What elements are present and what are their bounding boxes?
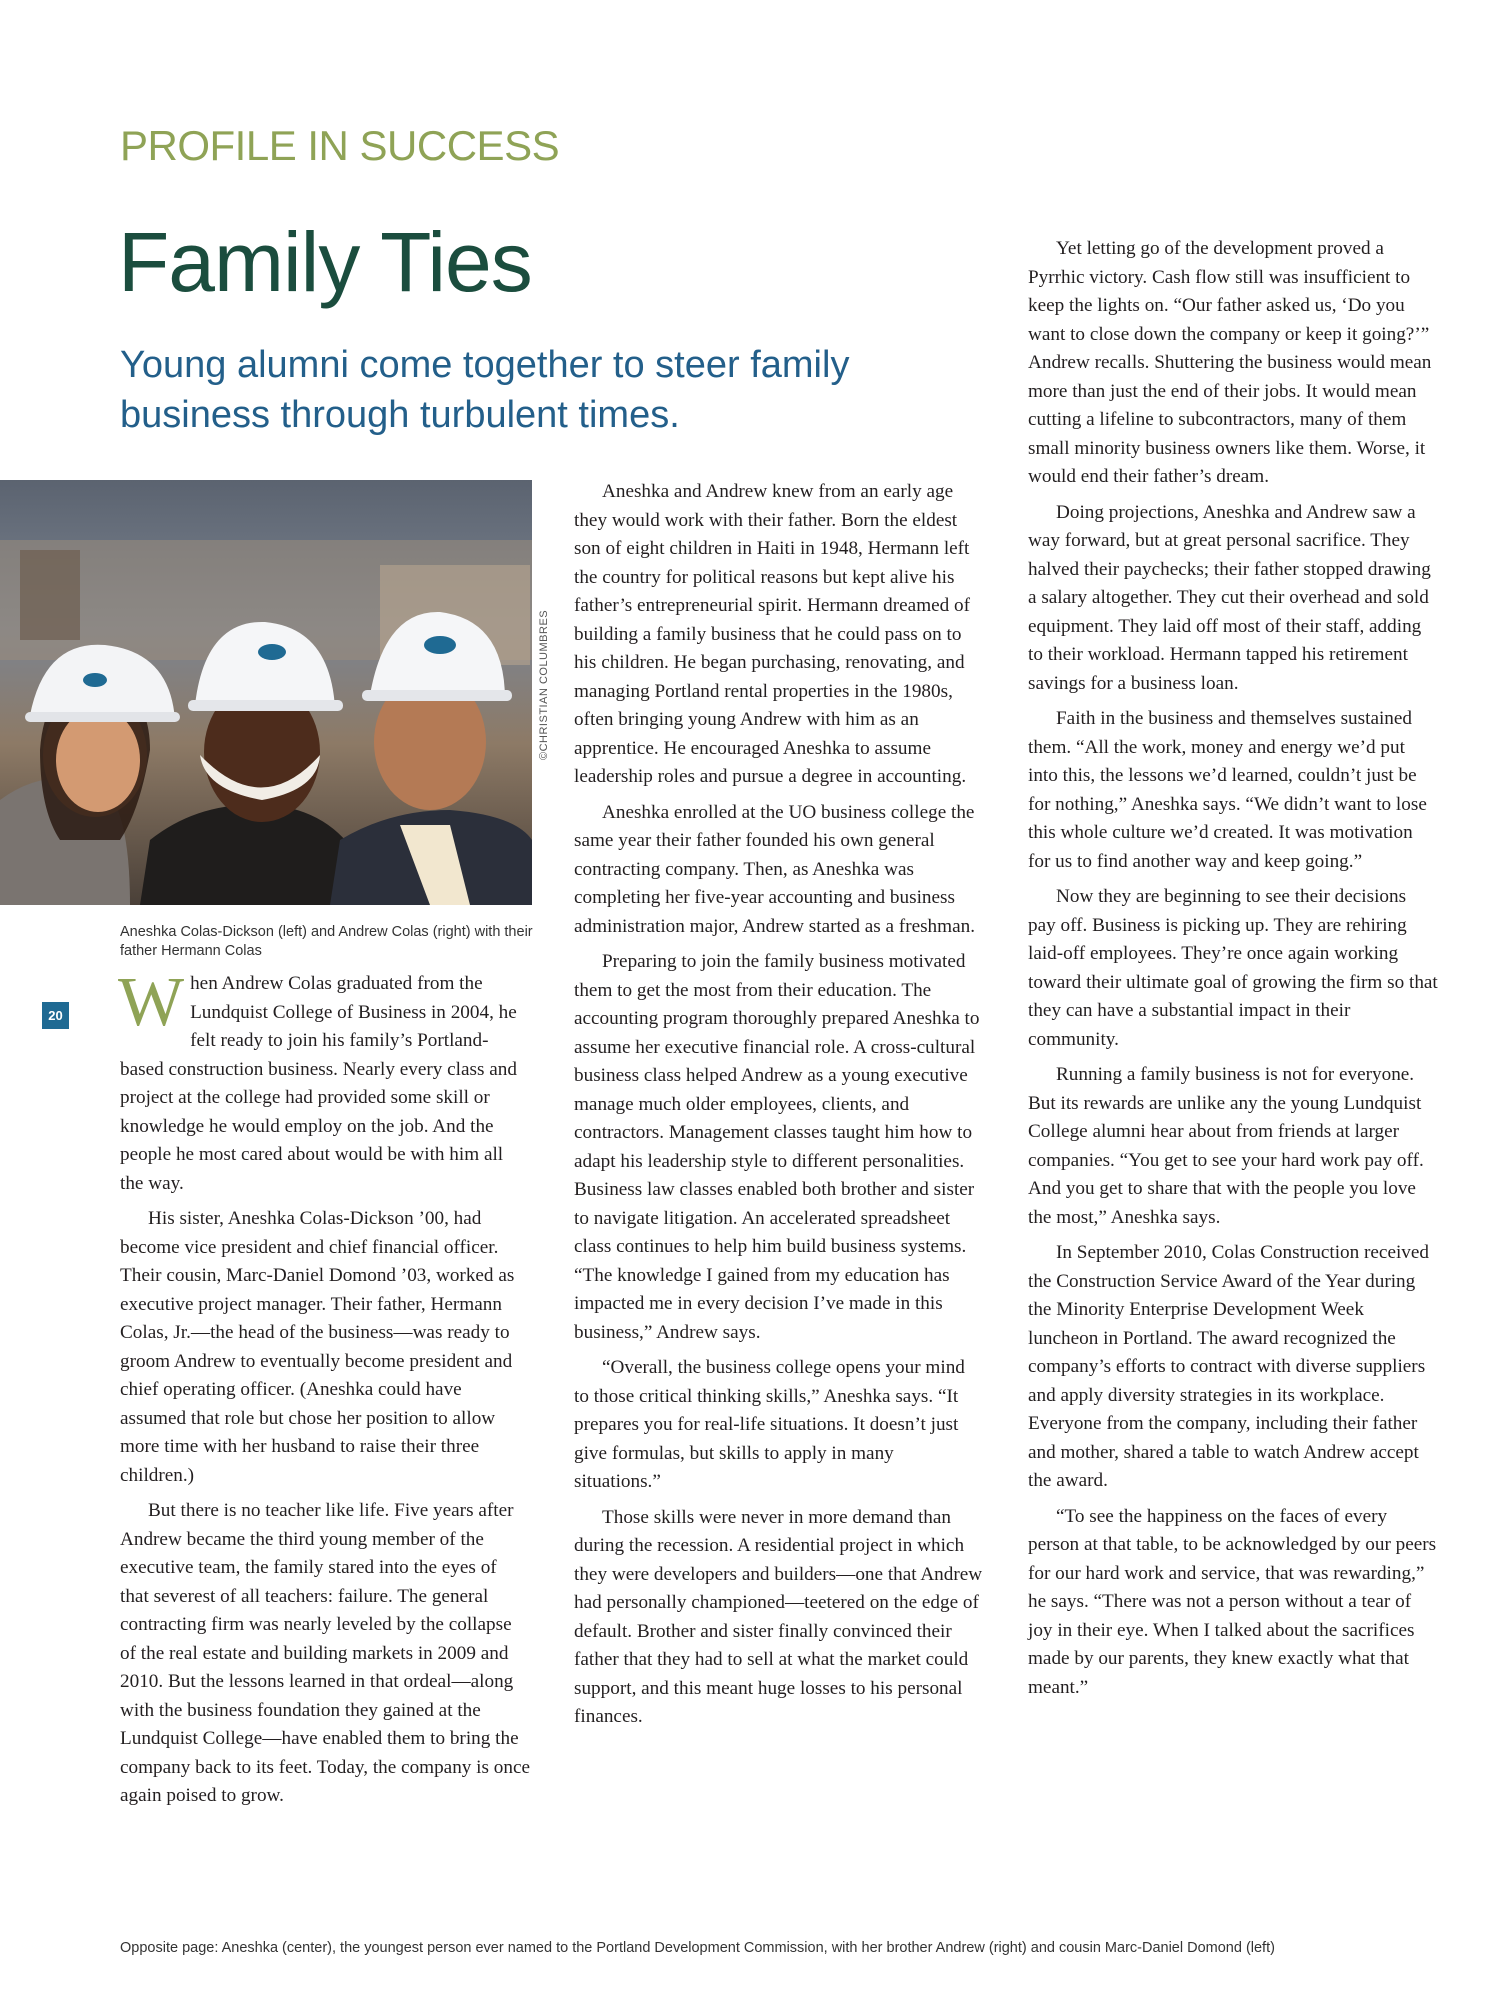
paragraph: Doing projections, Aneshka and Andrew saw a way forward, but at great personal sacrifice. They halved their paychecks; their father stopped drawing a salary altogether. They cut their overhead and sold equipment. They laid off most of their staff, adding to their workload. Hermann tapped his retirement savings for a business loan. <box>1028 501 1431 694</box>
photo-credit: ©CHRISTIAN COLUMBRES <box>538 609 550 760</box>
family-photo-illustration <box>0 480 532 905</box>
paragraph: In September 2010, Colas Construction received the Construction Service Award of the Year during the Minority Enterprise Development Week luncheon in Portland. The award recognized the company’s efforts to contract with diverse suppliers and apply diversity strategies in its workplace. Everyone from the company, including their father and mother, shared a table to watch Andrew accept the award. <box>1028 1242 1430 1491</box>
article-column-1 <box>118 964 530 1818</box>
paragraph: Aneshka and Andrew knew from an early age they would work with their father. Born the eldest son of eight children in Haiti in 1948, Hermann left the country for political reasons but kept alive his father’s entrepreneurial spirit. Hermann dreamed of building a family business that he could pass on to his children. He began purchasing, renovating, and managing Portland rental properties in the 1980s, often bringing young Andrew with him as an apprentice. He encouraged Aneshka to assume leadership roles and pursue a degree in accounting. <box>574 481 971 787</box>
page-number: 20 <box>42 1002 69 1029</box>
footer-caption: Opposite page: Aneshka (center), the youngest person ever named to the Portland Development Commission, with her brother Andrew (right) and cousin Marc-Daniel Domond (left) <box>120 1940 1275 1956</box>
paragraph: “To see the happiness on the faces of every person at that table, to be acknowledged by our peers for our hard work and service, that was rewarding,” he says. “There was not a person without a tear of joy in their eye. When I talked about the sacrifices made by our parents, they knew exactly what that meant.” <box>1028 1505 1437 1698</box>
article-column-2 <box>574 478 984 1739</box>
article-title: Family Ties <box>118 215 532 309</box>
photo-caption: Aneshka Colas-Dickson (left) and Andrew Colas (right) with their father Hermann Colas <box>120 924 533 959</box>
paragraph: Faith in the business and themselves sustained them. “All the work, money and energy we’d put into this, the lessons we’d learned, couldn’t just be for nothing,” Aneshka says. “We didn’t want to lose this whole culture we’d created. It was motivation for us to find another way and keep going.” <box>1028 708 1427 872</box>
paragraph: Now they are beginning to see their decisions pay off. Business is picking up. They are rehiring laid-off employees. They’re once again working toward their ultimate goal of growing the firm so that they can have a substantial impact in their community. <box>1028 886 1438 1050</box>
family-photo <box>0 480 532 905</box>
paragraph: But there is no teacher like life. Five years after Andrew became the third young member of the executive team, the family stared into the eyes of that severest of all teachers: failure. The general contracting firm was nearly leveled by the collapse of the real estate and building markets in 2009 and 2010. But the lessons learned in that ordeal—along with the business foundation they gained at the Lundquist College—have enabled them to bring the company back to its feet. Today, the company is once again poised to grow. <box>120 1500 530 1806</box>
paragraph: When Andrew Colas graduated from the Lundquist College of Business in 2004, he felt ready to join his family’s Portland-based construction business. Nearly every class and project at the college had provided some skill or knowledge he would employ on the job. And the people he most cared about would be with him all the way. <box>118 964 517 1194</box>
article-column-3 <box>1028 235 1438 1709</box>
paragraph: “Overall, the business college opens your mind to those critical thinking skills,” Aneshka says. “It prepares you for real-life situations. It doesn’t just give formulas, but skills to apply in many situations.” <box>574 1357 965 1492</box>
paragraph: Yet letting go of the development proved a Pyrrhic victory. Cash flow still was insufficient to keep the lights on. “Our father asked us, ‘Do you want to close down the company or keep it going?’” Andrew recalls. Shuttering the business would mean more than just the end of their jobs. It would mean cutting a lifeline to subcontractors, many of them small minority business owners like them. Worse, it would end their father’s dream. <box>1028 238 1432 487</box>
article-subtitle: Young alumni come together to steer family business through turbulent times. <box>120 344 850 436</box>
paragraph: Aneshka enrolled at the UO business college the same year their father founded his own general contracting company. Then, as Aneshka was completing her five-year accounting and business administration major, Andrew started as a freshman. <box>574 801 975 937</box>
paragraph: Those skills were never in more demand than during the recession. A residential project in which they were developers and builders—one that Andrew had personally championed—teetered on the edge of default. Brother and sister finally convinced their father that they had to sell at what the market could support, and this meant huge losses to his personal finances. <box>574 1506 983 1727</box>
drop-cap: W <box>118 964 185 1041</box>
paragraph: Preparing to join the family business motivated them to get the most from their education. The accounting program thoroughly prepared Aneshka to assume her executive financial role. A cross-cultural business class helped Andrew as a young executive manage much older employees, clients, and contractors. Management classes taught him how to adapt his leadership style to different personalities. Business law classes enabled both brother and sister to navigate litigation. An accelerated spreadsheet class continues to help him build business systems. “The knowledge I gained from my education has impacted me in every decision I’ve made in this business,” Andrew says. <box>574 951 980 1343</box>
paragraph: His sister, Aneshka Colas-Dickson ’00, had become vice president and chief financial officer. Their cousin, Marc-Daniel Domond ’03, worked as executive project manager. Their father, Hermann Colas, Jr.—the head of the business—was ready to groom Andrew to eventually become president and chief operating officer. (Aneshka could have assumed that role but chose her position to allow more time with her husband to raise their three children.) <box>120 1208 515 1486</box>
section-label: PROFILE IN SUCCESS <box>120 122 560 169</box>
paragraph: Running a family business is not for everyone. But its rewards are unlike any the young Lundquist College alumni hear about from friends at larger companies. “You get to see your hard work pay off. And you get to share that with the people you love the most,” Aneshka says. <box>1028 1064 1424 1228</box>
